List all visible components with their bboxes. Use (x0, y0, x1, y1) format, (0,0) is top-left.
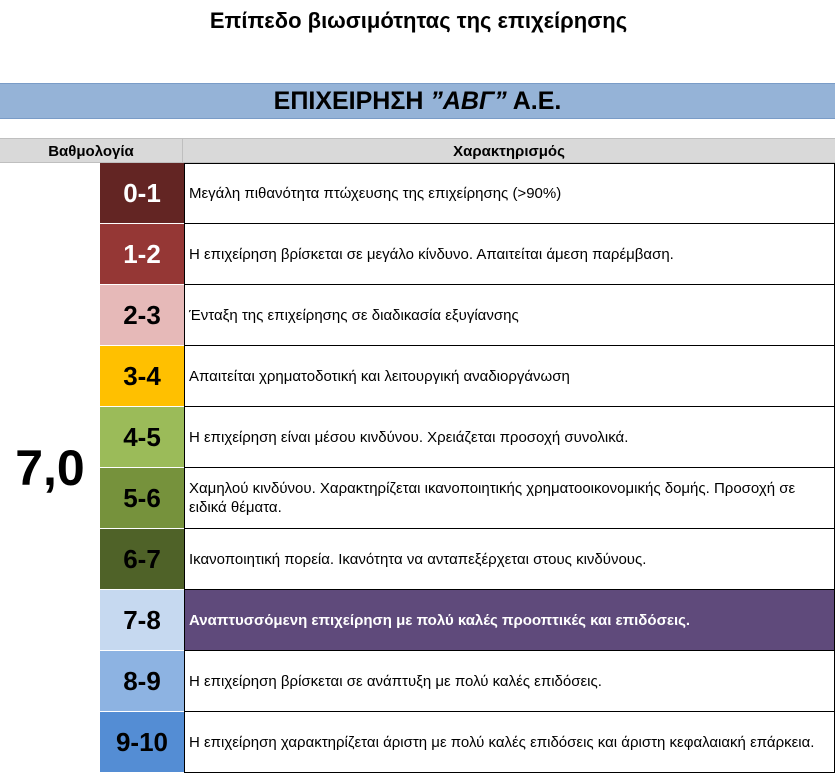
overall-score-value: 7,0 (15, 440, 85, 496)
range-cell: 7-8 (100, 590, 184, 651)
table-row (100, 224, 835, 285)
table-row (100, 346, 835, 407)
rating-scale-table (100, 163, 835, 773)
range-cell: 9-10 (100, 712, 184, 773)
description-cell: Η επιχείρηση βρίσκεται σε ανάπτυξη με πολύ καλές επιδόσεις. (184, 651, 835, 712)
table-row (100, 407, 835, 468)
description-cell-highlighted: Αναπτυσσόμενη επιχείρηση με πολύ καλές προοπτικές και επιδόσεις. (184, 590, 835, 651)
range-cell: 5-6 (100, 468, 184, 529)
table-row (100, 712, 835, 773)
description-cell: Η επιχείρηση βρίσκεται σε μεγάλο κίνδυνο. Απαιτείται άμεση παρέμβαση. (184, 224, 835, 285)
company-name: ”ΑΒΓ” (430, 87, 507, 115)
range-cell: 6-7 (100, 529, 184, 590)
table-row (100, 285, 835, 346)
company-suffix: Α.Ε. (506, 87, 562, 115)
table-row (100, 529, 835, 590)
table-row (100, 468, 835, 529)
description-cell: Η επιχείρηση χαρακτηρίζεται άριστη με πολύ καλές επιδόσεις και άριστη κεφαλαιακή επάρκεια. (184, 712, 835, 773)
range-cell: 8-9 (100, 651, 184, 712)
description-cell: Μεγάλη πιθανότητα πτώχευσης της επιχείρησης (>90%) (184, 163, 835, 224)
page-title: Επίπεδο βιωσιμότητας της επιχείρησης (209, 8, 628, 33)
company-banner (0, 83, 835, 119)
range-cell: 3-4 (100, 346, 184, 407)
description-cell: Ένταξη της επιχείρησης σε διαδικασία εξυγίανσης (184, 285, 835, 346)
table-row (100, 590, 835, 651)
range-cell: 2-3 (100, 285, 184, 346)
score-column-header: Βαθμολογία (0, 138, 183, 163)
description-cell: Χαμηλού κινδύνου. Χαρακτηρίζεται ικανοποιητικής χρηματοοικονομικής δομής. Προσοχή σε ειδικά θέματα. (184, 468, 835, 529)
description-cell: Απαιτείται χρηματοδοτική και λειτουργική αναδιοργάνωση (184, 346, 835, 407)
range-cell: 0-1 (100, 163, 184, 224)
description-column-header: Χαρακτηρισμός (183, 138, 835, 163)
description-cell: Η επιχείρηση είναι μέσου κινδύνου. Χρειάζεται προσοχή συνολικά. (184, 407, 835, 468)
description-cell: Ικανοποιητική πορεία. Ικανότητα να ανταπεξέρχεται στους κινδύνους. (184, 529, 835, 590)
table-row (100, 163, 835, 224)
range-cell: 1-2 (100, 224, 184, 285)
table-row (100, 651, 835, 712)
company-prefix: ΕΠΙΧΕΙΡΗΣΗ (273, 87, 431, 115)
range-cell: 4-5 (100, 407, 184, 468)
